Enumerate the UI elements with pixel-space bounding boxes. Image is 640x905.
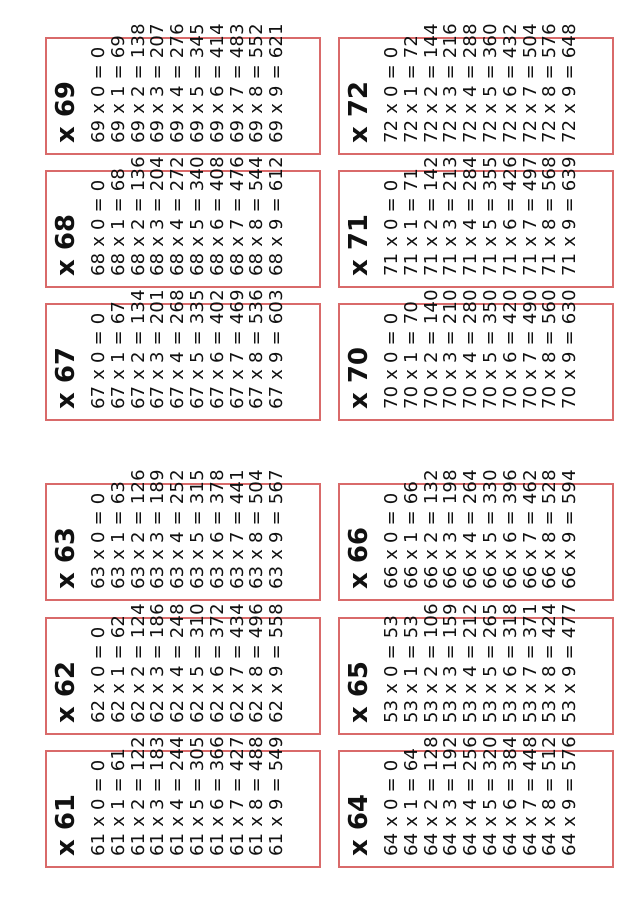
equation-list <box>381 469 581 589</box>
equation-line: 68 x 0 = 0 <box>88 179 109 276</box>
equation-line: 66 x 7 = 462 <box>519 469 541 589</box>
equation-line: 66 x 8 = 528 <box>539 469 561 589</box>
equation-line: 66 x 6 = 396 <box>499 469 521 589</box>
equation-list <box>381 736 581 856</box>
equation-line: 62 x 2 = 124 <box>127 603 149 723</box>
equation-line: 61 x 4 = 244 <box>167 736 189 856</box>
equation-list <box>88 603 288 723</box>
equation-line: 62 x 6 = 372 <box>206 603 228 723</box>
equation-line: 70 x 5 = 350 <box>479 289 501 409</box>
equation-line: 71 x 4 = 284 <box>460 156 482 276</box>
card-title: x 68 <box>51 213 81 276</box>
equation-line: 67 x 9 = 603 <box>266 289 288 409</box>
equation-line: 63 x 4 = 252 <box>167 469 189 589</box>
equation-line: 66 x 5 = 330 <box>479 469 501 589</box>
card-title: x 70 <box>344 346 374 409</box>
equation-line: 71 x 2 = 142 <box>420 156 442 276</box>
equation-line: 63 x 0 = 0 <box>88 492 109 589</box>
equation-line: 68 x 3 = 204 <box>147 156 169 276</box>
equation-line: 64 x 9 = 576 <box>559 736 581 856</box>
times-table-card <box>45 469 321 601</box>
equation-line: 72 x 9 = 648 <box>559 23 581 143</box>
equation-line: 64 x 2 = 128 <box>420 736 442 856</box>
equation-line: 62 x 0 = 0 <box>88 626 109 723</box>
equation-line: 63 x 1 = 63 <box>107 480 129 589</box>
times-table-card <box>338 23 614 155</box>
equation-line: 72 x 3 = 216 <box>440 23 462 143</box>
equation-line: 53 x 3 = 159 <box>440 603 462 723</box>
equation-line: 53 x 2 = 106 <box>420 603 442 723</box>
equation-list <box>88 289 288 409</box>
equation-line: 66 x 0 = 0 <box>381 492 402 589</box>
equation-line: 69 x 8 = 552 <box>246 23 268 143</box>
equation-line: 68 x 8 = 544 <box>246 156 268 276</box>
equation-line: 69 x 0 = 0 <box>88 46 109 143</box>
card-title: x 61 <box>51 793 81 856</box>
equation-line: 68 x 6 = 408 <box>206 156 228 276</box>
equation-list <box>88 736 288 856</box>
equation-line: 67 x 4 = 268 <box>167 289 189 409</box>
equation-line: 64 x 3 = 192 <box>440 736 462 856</box>
times-table-card <box>45 156 321 288</box>
equation-line: 67 x 8 = 536 <box>246 289 268 409</box>
equation-line: 61 x 7 = 427 <box>226 736 248 856</box>
equation-line: 70 x 9 = 630 <box>559 289 581 409</box>
equation-line: 69 x 2 = 138 <box>127 23 149 143</box>
equation-line: 61 x 0 = 0 <box>88 759 109 856</box>
equation-line: 64 x 6 = 384 <box>499 736 521 856</box>
equation-line: 63 x 9 = 567 <box>266 469 288 589</box>
equation-line: 70 x 3 = 210 <box>440 289 462 409</box>
equation-line: 53 x 0 = 53 <box>381 614 402 723</box>
equation-line: 61 x 5 = 305 <box>186 736 208 856</box>
equation-line: 53 x 9 = 477 <box>559 603 581 723</box>
equation-line: 53 x 5 = 265 <box>479 603 501 723</box>
times-table-card <box>45 603 321 735</box>
equation-list <box>88 469 288 589</box>
equation-line: 62 x 3 = 186 <box>147 603 169 723</box>
equation-line: 71 x 9 = 639 <box>559 156 581 276</box>
card-title: x 63 <box>51 526 81 589</box>
card-title: x 69 <box>51 80 81 143</box>
equation-line: 61 x 6 = 366 <box>206 736 228 856</box>
equation-line: 69 x 5 = 345 <box>186 23 208 143</box>
equation-line: 68 x 5 = 340 <box>186 156 208 276</box>
equation-line: 66 x 4 = 264 <box>460 469 482 589</box>
equation-line: 63 x 2 = 126 <box>127 469 149 589</box>
equation-list <box>88 156 288 276</box>
equation-line: 69 x 6 = 414 <box>206 23 228 143</box>
times-table-card <box>338 603 614 735</box>
times-table-card <box>338 156 614 288</box>
equation-line: 67 x 5 = 335 <box>186 289 208 409</box>
equation-line: 72 x 0 = 0 <box>381 46 402 143</box>
times-table-card <box>338 289 614 421</box>
equation-line: 61 x 8 = 488 <box>246 736 268 856</box>
equation-line: 67 x 6 = 402 <box>206 289 228 409</box>
times-table-card <box>45 289 321 421</box>
equation-line: 72 x 7 = 504 <box>519 23 541 143</box>
equation-line: 69 x 1 = 69 <box>107 34 129 143</box>
card-title: x 71 <box>344 213 374 276</box>
equation-line: 62 x 5 = 310 <box>186 603 208 723</box>
equation-line: 63 x 5 = 315 <box>186 469 208 589</box>
equation-line: 61 x 1 = 61 <box>107 747 129 856</box>
equation-line: 62 x 8 = 496 <box>246 603 268 723</box>
equation-line: 69 x 7 = 483 <box>226 23 248 143</box>
times-table-card <box>45 23 321 155</box>
equation-line: 64 x 5 = 320 <box>479 736 501 856</box>
equation-line: 53 x 8 = 424 <box>539 603 561 723</box>
equation-line: 61 x 9 = 549 <box>266 736 288 856</box>
card-title: x 62 <box>51 660 81 723</box>
equation-line: 68 x 7 = 476 <box>226 156 248 276</box>
equation-line: 62 x 9 = 558 <box>266 603 288 723</box>
equation-line: 71 x 7 = 497 <box>519 156 541 276</box>
equation-list <box>381 156 581 276</box>
equation-line: 53 x 1 = 53 <box>400 614 422 723</box>
equation-line: 72 x 6 = 432 <box>499 23 521 143</box>
equation-line: 68 x 4 = 272 <box>167 156 189 276</box>
equation-line: 63 x 6 = 378 <box>206 469 228 589</box>
equation-line: 71 x 6 = 426 <box>499 156 521 276</box>
card-title: x 67 <box>51 346 81 409</box>
equation-line: 67 x 2 = 134 <box>127 289 149 409</box>
equation-line: 70 x 2 = 140 <box>420 289 442 409</box>
equation-line: 71 x 3 = 213 <box>440 156 462 276</box>
equation-list <box>381 603 581 723</box>
equation-line: 53 x 7 = 371 <box>519 603 541 723</box>
equation-line: 68 x 2 = 136 <box>127 156 149 276</box>
equation-line: 69 x 9 = 621 <box>266 23 288 143</box>
equation-list <box>381 23 581 143</box>
equation-line: 63 x 7 = 441 <box>226 469 248 589</box>
equation-line: 67 x 0 = 0 <box>88 312 109 409</box>
equation-line: 63 x 8 = 504 <box>246 469 268 589</box>
equation-line: 66 x 9 = 594 <box>559 469 581 589</box>
equation-line: 71 x 8 = 568 <box>539 156 561 276</box>
card-title: x 65 <box>344 660 374 723</box>
equation-line: 64 x 8 = 512 <box>539 736 561 856</box>
equation-line: 70 x 8 = 560 <box>539 289 561 409</box>
equation-line: 66 x 1 = 66 <box>400 480 422 589</box>
equation-line: 62 x 4 = 248 <box>167 603 189 723</box>
equation-line: 61 x 3 = 183 <box>147 736 169 856</box>
equation-line: 67 x 7 = 469 <box>226 289 248 409</box>
equation-line: 69 x 4 = 276 <box>167 23 189 143</box>
times-table-card <box>45 736 321 868</box>
card-title: x 66 <box>344 526 374 589</box>
equation-line: 64 x 7 = 448 <box>519 736 541 856</box>
card-title: x 64 <box>344 793 374 856</box>
equation-line: 68 x 1 = 68 <box>107 167 129 276</box>
equation-line: 72 x 5 = 360 <box>479 23 501 143</box>
equation-line: 69 x 3 = 207 <box>147 23 169 143</box>
equation-line: 72 x 1 = 72 <box>400 34 422 143</box>
equation-line: 70 x 0 = 0 <box>381 312 402 409</box>
equation-line: 70 x 1 = 70 <box>400 300 422 409</box>
card-title: x 72 <box>344 80 374 143</box>
equation-line: 70 x 4 = 280 <box>460 289 482 409</box>
times-table-card <box>338 469 614 601</box>
equation-line: 53 x 4 = 212 <box>460 603 482 723</box>
times-table-card <box>338 736 614 868</box>
equation-line: 71 x 0 = 0 <box>381 179 402 276</box>
equation-line: 64 x 0 = 0 <box>381 759 402 856</box>
equation-line: 67 x 1 = 67 <box>107 300 129 409</box>
equation-line: 66 x 2 = 132 <box>420 469 442 589</box>
equation-line: 63 x 3 = 189 <box>147 469 169 589</box>
equation-list <box>88 23 288 143</box>
equation-line: 62 x 7 = 434 <box>226 603 248 723</box>
equation-line: 71 x 1 = 71 <box>400 167 422 276</box>
equation-line: 70 x 6 = 420 <box>499 289 521 409</box>
equation-line: 71 x 5 = 355 <box>479 156 501 276</box>
equation-line: 72 x 8 = 576 <box>539 23 561 143</box>
equation-line: 72 x 2 = 144 <box>420 23 442 143</box>
equation-line: 53 x 6 = 318 <box>499 603 521 723</box>
equation-line: 70 x 7 = 490 <box>519 289 541 409</box>
equation-line: 64 x 4 = 256 <box>460 736 482 856</box>
equation-line: 64 x 1 = 64 <box>400 747 422 856</box>
equation-line: 66 x 3 = 198 <box>440 469 462 589</box>
equation-line: 67 x 3 = 201 <box>147 289 169 409</box>
equation-line: 62 x 1 = 62 <box>107 614 129 723</box>
equation-list <box>381 289 581 409</box>
equation-line: 72 x 4 = 288 <box>460 23 482 143</box>
equation-line: 68 x 9 = 612 <box>266 156 288 276</box>
equation-line: 61 x 2 = 122 <box>127 736 149 856</box>
